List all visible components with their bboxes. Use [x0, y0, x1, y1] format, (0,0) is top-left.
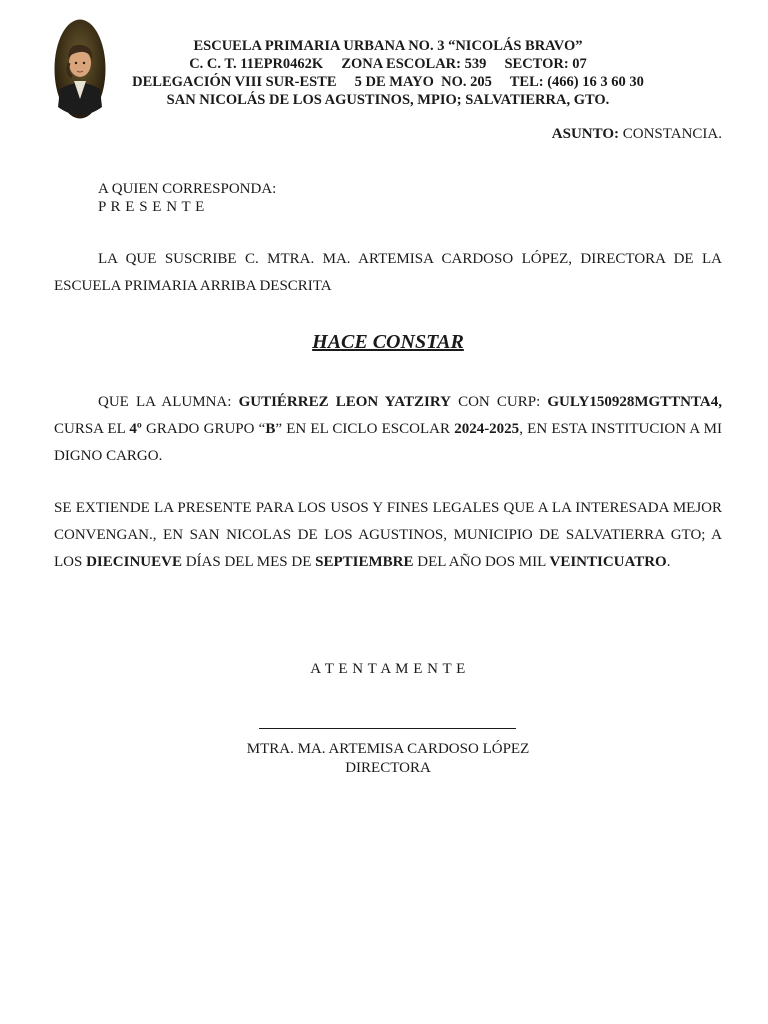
greeting-recipient: A QUIEN CORRESPONDA: — [98, 181, 277, 197]
text: DÍAS DEL MES DE — [181, 554, 316, 570]
signer-name: MTRA. MA. ARTEMISA CARDOSO LÓPEZ — [246, 741, 530, 757]
greeting-presente: P R E S E N T E — [98, 199, 205, 215]
text: CON CURP: — [450, 394, 548, 410]
issue-day: DIECINUEVE — [86, 554, 182, 570]
document-title: HACE CONSTAR — [312, 331, 464, 353]
text: CURSA EL — [54, 421, 130, 437]
student-name: GUTIÉRREZ LEON YATZIRY — [238, 394, 451, 410]
intro-paragraph — [54, 246, 722, 300]
text: SE EXTIENDE LA PRESENTE PARA LOS USOS Y FINES LEGALES QUE A LA INTERESADA MEJOR CONVENGAN., EN SAN NICOLAS DE LOS AGUSTINOS, MUNICIPIO DE SALVATIERRA GTO; A LOS — [54, 500, 722, 570]
text: QUE LA ALUMNA: — [98, 394, 239, 410]
closing: A T E N T A M E N T E — [310, 661, 466, 677]
school-name: ESCUELA PRIMARIA URBANA NO. 3 “NICOLÁS BRAVO” — [193, 38, 583, 54]
student-paragraph — [54, 389, 722, 470]
school-codes: C. C. T. 11EPR0462K ZONA ESCOLAR: 539 SECTOR: 07 — [189, 56, 587, 72]
school-cycle: 2024-2025 — [454, 421, 520, 437]
subject-label: ASUNTO: — [551, 126, 620, 142]
signature-line — [259, 728, 516, 729]
group: B — [265, 421, 276, 437]
intro-text: LA QUE SUSCRIBE C. MTRA. MA. ARTEMISA CARDOSO LÓPEZ, DIRECTORA DE LA ESCUELA PRIMARIA ARRIBA DESCRITA — [54, 251, 722, 294]
school-location: SAN NICOLÁS DE LOS AGUSTINOS, MPIO; SALVATIERRA, GTO. — [166, 92, 610, 108]
issue-year: VEINTICUATRO — [549, 554, 667, 570]
signer-role: DIRECTORA — [345, 760, 431, 776]
text: ” EN EL CICLO ESCOLAR — [275, 421, 455, 437]
subject-line — [552, 126, 722, 143]
issuance-paragraph — [54, 495, 722, 576]
text: , EN ESTA INSTITUCION A MI DIGNO CARGO. — [54, 421, 722, 464]
text: . — [666, 554, 671, 570]
student-curp: GULY150928MGTTNTA4, — [547, 394, 722, 410]
issue-month: SEPTIEMBRE — [315, 554, 414, 570]
subject-value: CONSTANCIA. — [619, 126, 722, 142]
text: GRADO GRUPO “ — [141, 421, 266, 437]
text: DEL AÑO DOS MIL — [413, 554, 550, 570]
school-address: DELEGACIÓN VIII SUR-ESTE 5 DE MAYO NO. 205 TEL: (466) 16 3 60 30 — [132, 74, 644, 90]
grade: 4º — [129, 421, 142, 437]
school-patron-portrait — [54, 19, 106, 119]
